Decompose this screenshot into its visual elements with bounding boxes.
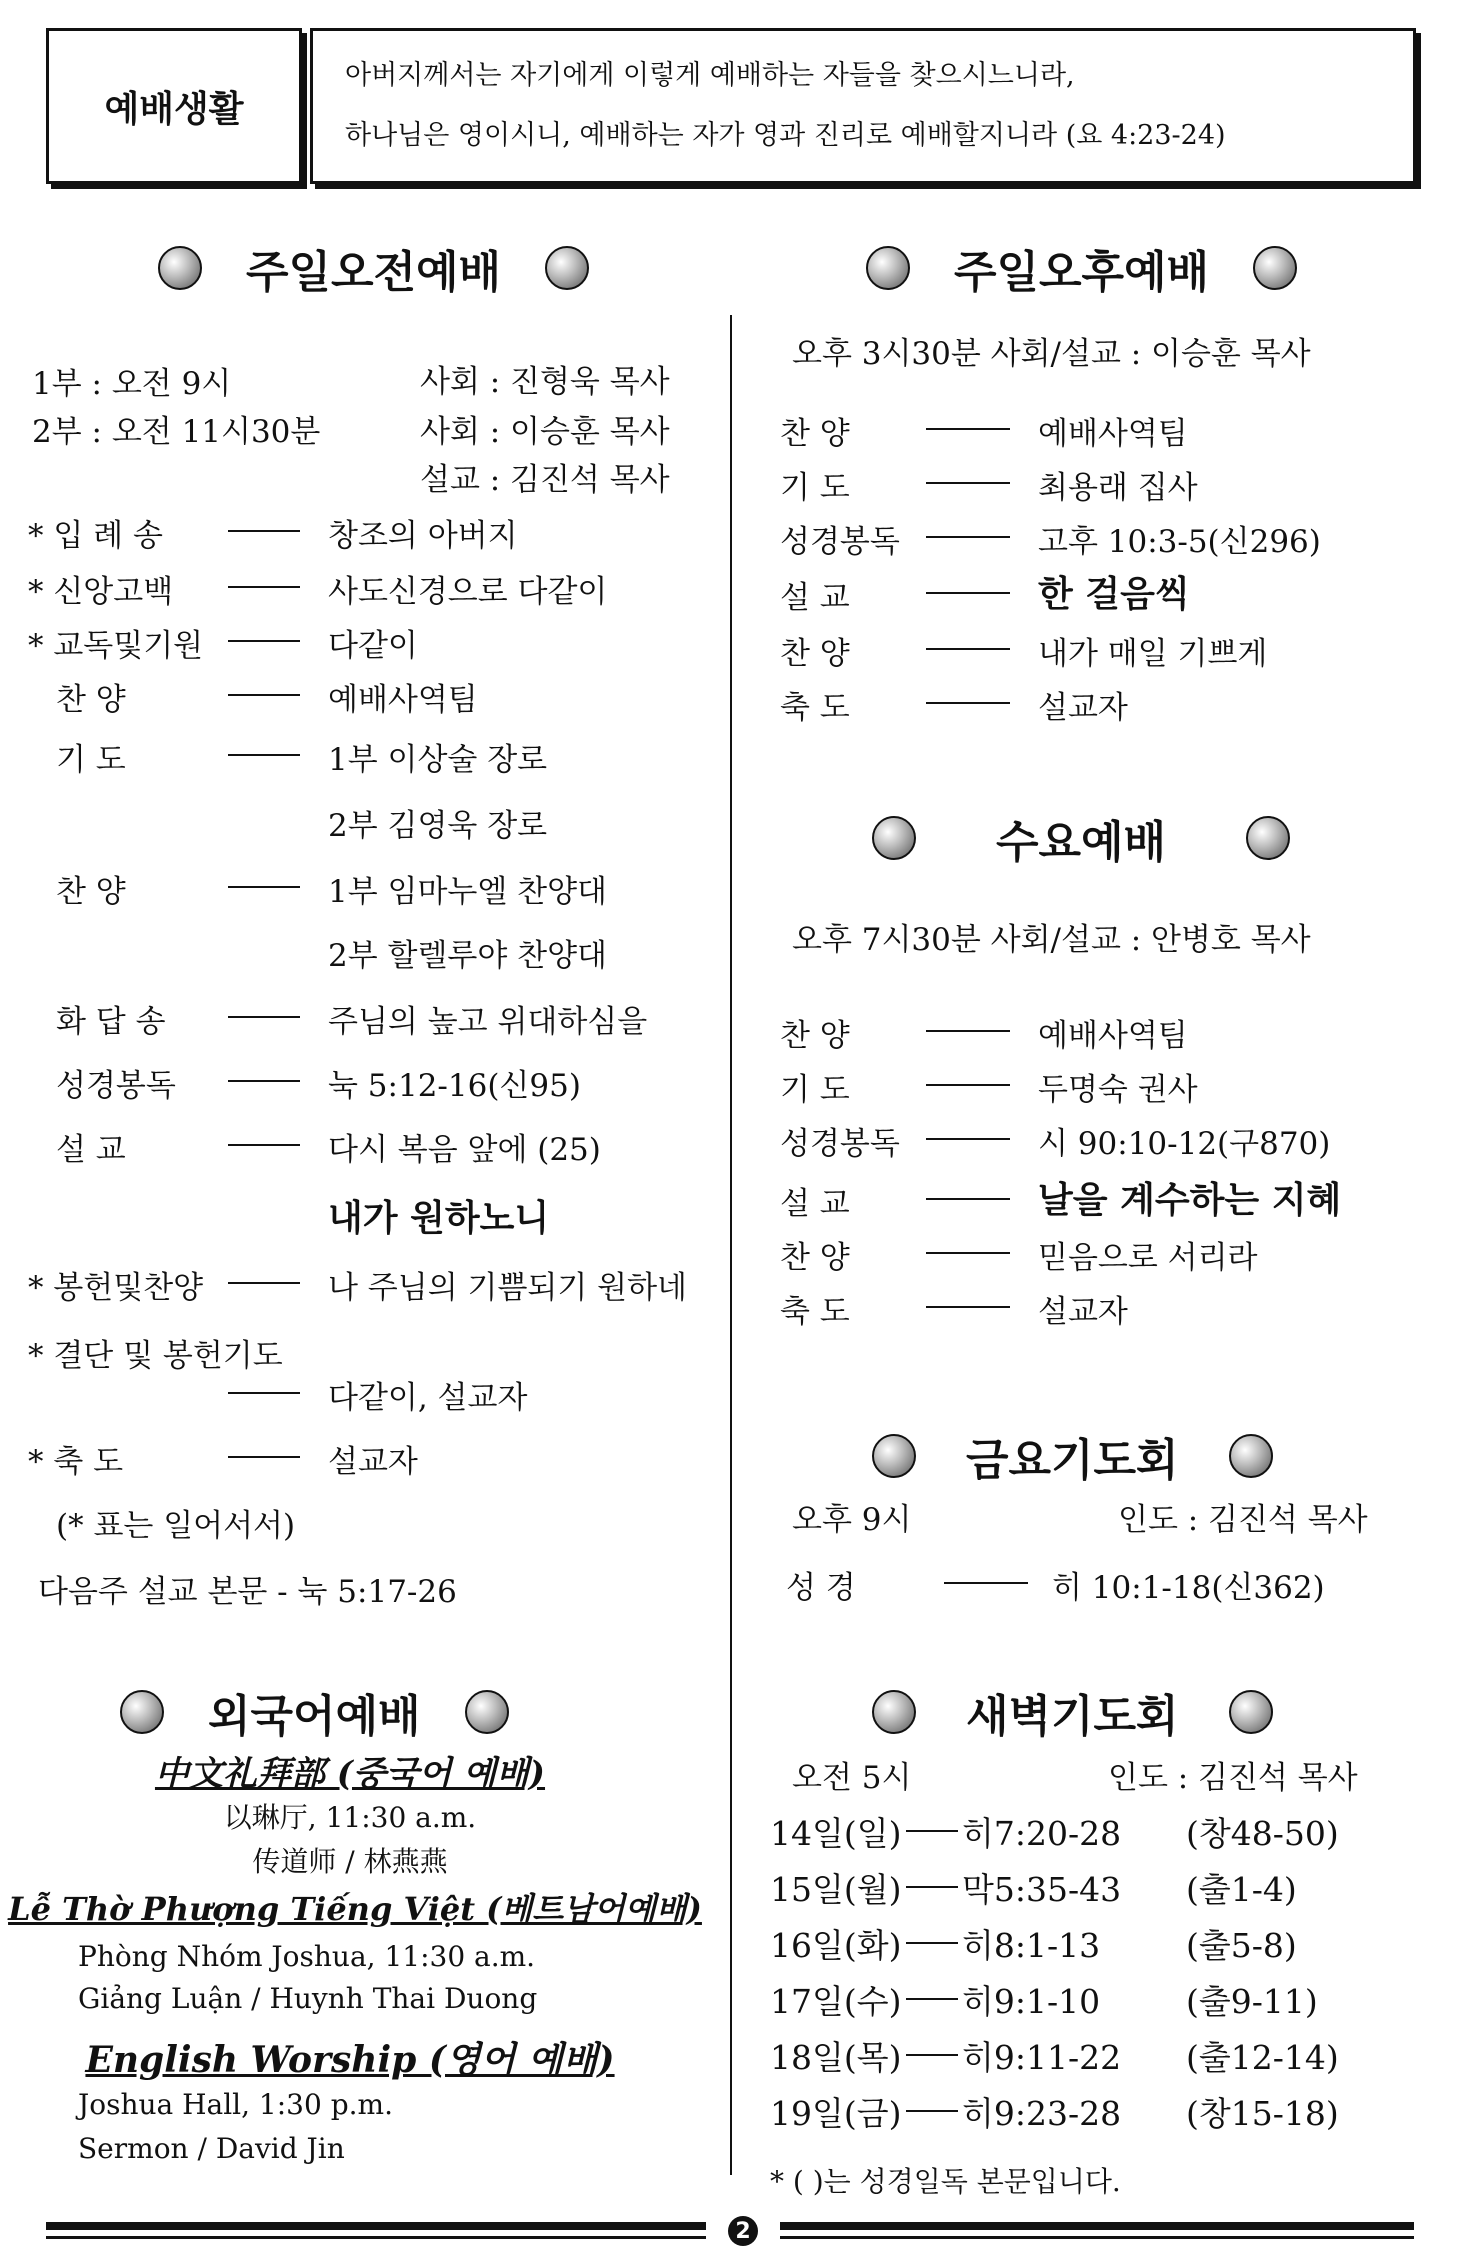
order-value: 주님의 높고 위대하심을 [328,1004,648,1040]
bullet-icon [1229,1434,1273,1478]
order-value: 믿음으로 서리라 [1038,1240,1258,1276]
order-label: 설 교 [780,580,850,616]
order-dash [228,1456,300,1458]
dawn-title-row [872,1680,1273,1744]
friday-scripture-label: 성 경 [786,1570,856,1606]
bullet-icon [866,246,910,290]
order-value: 설교자 [328,1444,418,1480]
order-dash [926,1306,1010,1308]
wednesday-title-row [872,806,1290,870]
order-dash [926,702,1010,704]
morning-service2: 2부 : 오전 11시30분 [32,414,321,450]
bullet-icon [1246,816,1290,860]
order-label: 성경봉독 [780,1126,900,1162]
order-dash [228,694,300,696]
dawn-row-day: 16일(화) [770,1926,902,1965]
dawn-row-day: 19일(금) [770,2094,902,2133]
afternoon-time: 오후 3시30분 사회/설교 : 이승훈 목사 [792,336,1311,372]
order-value: 내가 매일 기쁘게 [1038,636,1268,672]
chinese-service-line1: 以琳厅, 11:30 a.m. [223,1801,477,1834]
order-label: * 축 도 [28,1444,124,1480]
dawn-row-text: 히9:11-22 [962,2038,1122,2077]
chinese-service-line2: 传道师 / 林燕燕 [252,1845,448,1878]
footer-rule-left [46,2236,706,2239]
friday-scripture: 히 10:1-18(신362) [1052,1570,1325,1606]
order-label: 기 도 [56,742,126,778]
order-value: 예배사역팀 [1038,1018,1188,1054]
morning-title: 주일오전예배 [246,247,502,298]
order-dash [926,648,1010,650]
friday-title-row [872,1424,1273,1488]
english-service-line2: Sermon / David Jin [78,2132,345,2165]
order-value: 설교자 [1038,1294,1128,1330]
dawn-row-dash [906,2110,958,2112]
order-label: * 신앙고백 [28,574,174,610]
order-label: 화 답 송 [56,1004,166,1040]
order-dash [228,1016,300,1018]
dawn-row-dash [906,2054,958,2056]
order-dash [944,1582,1028,1584]
wednesday-time: 오후 7시30분 사회/설교 : 안병호 목사 [792,922,1311,958]
morning-title-row [158,236,589,300]
order-value: 창조의 아버지 [328,518,518,554]
bullet-icon [545,246,589,290]
dawn-row-text: 히9:23-28 [962,2094,1122,2133]
wednesday-title: 수요예배 [996,817,1167,868]
order-dash [926,1084,1010,1086]
order-dash [228,1144,300,1146]
header-verse-box [310,28,1416,184]
afternoon-title-row [866,236,1297,300]
bullet-icon [872,1690,916,1734]
chinese-service-title: 中文礼拜部 (중국어 예배) [154,1754,546,1794]
order-value: 날을 계수하는 지혜 [1038,1180,1342,1221]
morning-leader1: 사회 : 진형욱 목사 [420,364,670,400]
footer-rule-right [780,2236,1414,2239]
dawn-row-day: 15일(월) [770,1870,902,1909]
morning-leader2: 사회 : 이승훈 목사 [420,414,670,450]
english-service-title: English Worship (영어 예배) [85,2039,615,2081]
order-value: 예배사역팀 [1038,416,1188,452]
order-value: 다같이, 설교자 [328,1380,528,1416]
dawn-title: 새벽기도회 [966,1691,1179,1742]
order-dash [228,886,300,888]
order-value: 한 걸음씩 [1038,574,1190,615]
order-label: 찬 양 [780,636,850,672]
dawn-row-text: 막5:35-43 [962,1870,1122,1909]
order-value: 1부 임마누엘 찬양대 [328,874,607,910]
order-value: 시 90:10-12(구870) [1038,1126,1331,1162]
bullet-icon [158,246,202,290]
order-value: 고후 10:3-5(신296) [1038,524,1321,560]
order-label: 성경봉독 [56,1068,176,1104]
order-value: 다시 복음 앞에 (25) [328,1132,601,1168]
dawn-row-ref: (창15-18) [1186,2094,1339,2133]
bullet-icon [465,1690,509,1734]
order-label: 성경봉독 [780,524,900,560]
order-value: 2부 할렐루야 찬양대 [328,938,607,974]
morning-service1: 1부 : 오전 9시 [32,366,232,402]
order-label: 찬 양 [780,416,850,452]
column-divider [730,315,732,2175]
order-value: 눅 5:12-16(신95) [328,1068,581,1104]
foreign-title: 외국어예배 [208,1691,421,1742]
dawn-row-ref: (출12-14) [1186,2038,1339,2077]
order-value: 2부 김영욱 장로 [328,808,548,844]
vietnamese-service-line2: Giảng Luận / Huynh Thai Duong [78,1982,538,2015]
morning-preacher: 설교 : 김진석 목사 [420,462,670,498]
order-value: 설교자 [1038,690,1128,726]
dawn-row-day: 17일(수) [770,1982,902,2021]
dawn-leader: 인도 : 김진석 목사 [1108,1760,1358,1796]
bullet-icon [872,1434,916,1478]
order-label: 찬 양 [780,1018,850,1054]
order-dash [926,592,1010,594]
order-dash [926,1030,1010,1032]
dawn-row-dash [906,1942,958,1944]
dawn-row-ref: (출9-11) [1186,1982,1318,2021]
afternoon-title: 주일오후예배 [954,247,1210,298]
order-value: 예배사역팀 [328,682,478,718]
vietnamese-service-title: Lễ Thờ Phượng Tiếng Việt (베트남어예배) [8,1890,702,1928]
order-label: 설 교 [780,1186,850,1222]
dawn-row-text: 히9:1-10 [962,1982,1101,2021]
order-value: 1부 이상술 장로 [328,742,548,778]
bullet-icon [1253,246,1297,290]
order-label: * 입 례 송 [28,518,163,554]
order-label: 축 도 [780,690,850,726]
order-label: * 결단 및 봉헌기도 [28,1338,283,1374]
bullet-icon [1229,1690,1273,1734]
order-dash [926,428,1010,430]
dawn-note: * ( )는 성경일독 본문입니다. [770,2165,1121,2198]
dawn-row-ref: (출5-8) [1186,1926,1297,1965]
order-value: 사도신경으로 다같이 [328,574,608,610]
order-label: 기 도 [780,1072,850,1108]
verse-line-1: 아버지께서는 자기에게 이렇게 예배하는 자들을 찾으시느니라, [345,60,1075,91]
sermon-title: 내가 원하노니 [328,1198,550,1239]
order-dash [228,640,300,642]
order-value: 다같이 [328,628,418,664]
order-label: 찬 양 [780,1240,850,1276]
header-label-box [46,28,302,184]
footer-rule-left [46,2222,706,2230]
dawn-row-text: 히7:20-28 [962,1814,1122,1853]
bullet-icon [120,1690,164,1734]
order-value: 나 주님의 기쁨되기 원하네 [328,1270,687,1306]
order-dash [228,754,300,756]
order-label: 기 도 [780,470,850,506]
friday-leader: 인도 : 김진석 목사 [1118,1502,1368,1538]
order-dash [926,1138,1010,1140]
order-dash [926,536,1010,538]
foreign-title-row [120,1680,509,1744]
next-week-sermon: 다음주 설교 본문 - 눅 5:17-26 [38,1574,457,1610]
order-label: 찬 양 [56,874,126,910]
order-label: 설 교 [56,1132,126,1168]
order-dash [228,1392,300,1394]
bullet-icon [872,816,916,860]
friday-title: 금요기도회 [966,1435,1179,1486]
english-service-line1: Joshua Hall, 1:30 p.m. [78,2088,393,2121]
dawn-time: 오전 5시 [792,1760,912,1796]
order-dash [228,586,300,588]
header-label: 예배생활 [104,88,244,130]
order-label: 축 도 [780,1294,850,1330]
order-label: 찬 양 [56,682,126,718]
dawn-row-dash [906,1830,958,1832]
order-value: 두명숙 권사 [1038,1072,1198,1108]
dawn-row-dash [906,1998,958,2000]
page-number: 2 [728,2216,758,2246]
footer-rule-right [780,2222,1414,2230]
order-dash [926,1252,1010,1254]
order-dash [228,530,300,532]
dawn-row-text: 히8:1-13 [962,1926,1101,1965]
order-label: * 교독및기원 [28,628,204,664]
dawn-row-dash [906,1886,958,1888]
vietnamese-service-line1: Phòng Nhóm Joshua, 11:30 a.m. [78,1940,536,1973]
standing-note: (* 표는 일어서서) [56,1508,296,1544]
dawn-row-day: 18일(목) [770,2038,902,2077]
dawn-row-ref: (창48-50) [1186,1814,1339,1853]
dawn-row-ref: (출1-4) [1186,1870,1297,1909]
verse-line-2: 하나님은 영이시니, 예배하는 자가 영과 진리로 예배할지니라 (요 4:23-24) [345,120,1226,151]
order-label: * 봉헌및찬양 [28,1270,204,1306]
order-value: 최용래 집사 [1038,470,1198,506]
order-dash [926,1198,1010,1200]
order-dash [228,1282,300,1284]
dawn-row-day: 14일(일) [770,1814,902,1853]
friday-time: 오후 9시 [792,1502,912,1538]
order-dash [926,482,1010,484]
order-dash [228,1080,300,1082]
